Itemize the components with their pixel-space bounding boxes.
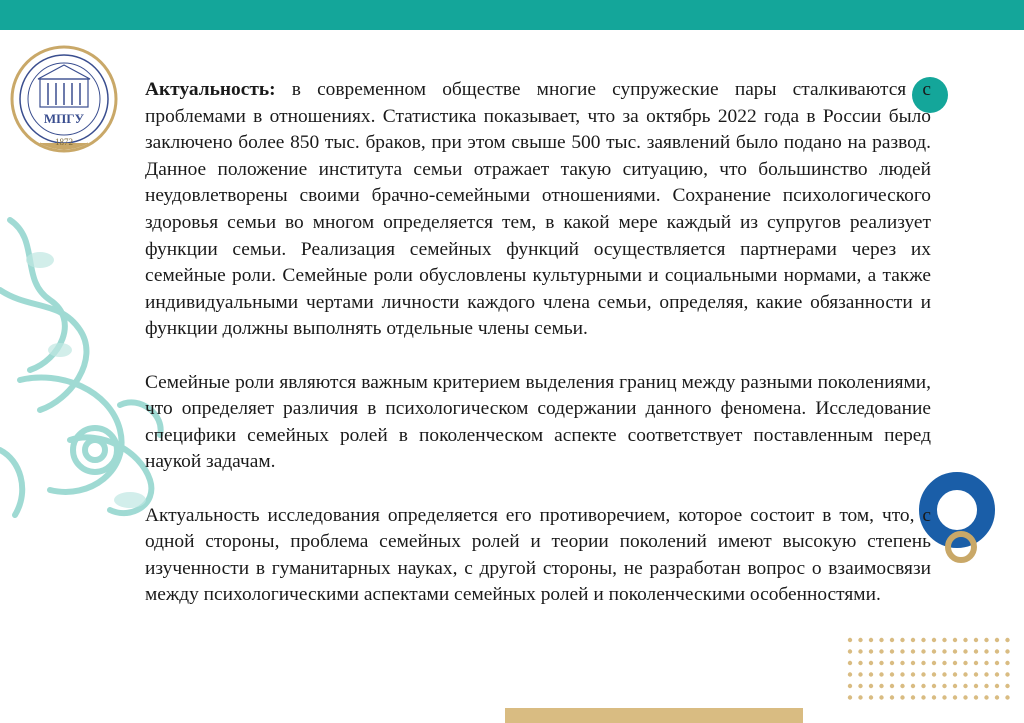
dot-grid-decoration: [846, 636, 1016, 702]
dot: [974, 695, 978, 699]
dot: [869, 684, 873, 688]
dot: [984, 649, 988, 653]
dot: [921, 661, 925, 665]
dot: [1005, 695, 1009, 699]
dot: [890, 638, 894, 642]
top-accent-bar: [0, 0, 1024, 30]
dot: [942, 684, 946, 688]
dot: [858, 661, 862, 665]
dot: [848, 661, 852, 665]
dot: [932, 661, 936, 665]
dot: [942, 638, 946, 642]
dot: [848, 672, 852, 676]
dot: [890, 649, 894, 653]
dot: [911, 684, 915, 688]
dot: [890, 684, 894, 688]
dot: [974, 672, 978, 676]
dot: [921, 638, 925, 642]
dot: [921, 684, 925, 688]
dot: [995, 684, 999, 688]
dot: [858, 638, 862, 642]
dot: [869, 661, 873, 665]
dot: [995, 638, 999, 642]
dot: [995, 649, 999, 653]
text-content: [145, 77, 931, 635]
dot: [869, 672, 873, 676]
logo-abbreviation: МПГУ: [43, 111, 85, 126]
dot: [953, 649, 957, 653]
dot: [858, 649, 862, 653]
paragraph-relevance: [145, 77, 931, 343]
dot: [963, 672, 967, 676]
dot: [879, 672, 883, 676]
dot: [1005, 672, 1009, 676]
dot: [953, 695, 957, 699]
dot: [900, 661, 904, 665]
dot: [890, 672, 894, 676]
bottom-accent-bar: [505, 708, 803, 723]
dot: [911, 649, 915, 653]
dot: [932, 684, 936, 688]
dot: [984, 672, 988, 676]
dot: [900, 638, 904, 642]
dot: [858, 684, 862, 688]
dot: [858, 695, 862, 699]
dot: [858, 672, 862, 676]
dot: [932, 695, 936, 699]
dot: [963, 649, 967, 653]
logo-year: 1872: [55, 137, 73, 147]
gold-ring-decoration: [945, 531, 977, 563]
dot: [921, 649, 925, 653]
dot: [1005, 661, 1009, 665]
dot: [974, 661, 978, 665]
dot: [953, 661, 957, 665]
dot: [984, 638, 988, 642]
dot: [879, 684, 883, 688]
dot: [963, 684, 967, 688]
dot: [848, 684, 852, 688]
dot: [1005, 638, 1009, 642]
dot: [890, 661, 894, 665]
paragraph-1-text: в современном обществе многие супружеские пары сталкиваются с проблемами в отношениях. Статистика показывает, что за октябрь 2022 года в России было заключено более 850 тыс. браков, при этом свыше 500 тыс. заявлений было подано на развод. Данное положение института семьи отражает такую ситуацию, что большинство людей неудовлетворены своими брачно-семейными отношениями. Сохранение психологического здоровья семьи во многом определяется тем, в какой мере каждый из супругов реализует функции семьи. Реализация семейных функций осуществляется партнерами через их семейные роли. Семейные роли обусловлены культурными и социальными нормами, а также индивидуальными чертами личности каждого члена семьи, определяя, какие обязанности и функции должны выполнять отдельные члены семьи.: [145, 79, 931, 340]
dot: [911, 661, 915, 665]
dot: [953, 672, 957, 676]
dot: [963, 638, 967, 642]
dot: [900, 684, 904, 688]
dot: [879, 695, 883, 699]
dot: [974, 638, 978, 642]
dot: [984, 695, 988, 699]
dot: [995, 661, 999, 665]
dot: [869, 649, 873, 653]
dot: [869, 638, 873, 642]
dot: [879, 661, 883, 665]
dot: [942, 695, 946, 699]
dot: [1005, 649, 1009, 653]
dot: [911, 672, 915, 676]
dot: [900, 672, 904, 676]
dot: [900, 649, 904, 653]
dot: [848, 695, 852, 699]
dot: [984, 661, 988, 665]
relevance-heading: Актуальность:: [145, 79, 276, 100]
paragraph-family-roles: Семейные роли являются важным критерием выделения границ между разными поколениями, что определяет различия в психологическом содержании данного феномена. Исследование специфики семейных ролей в поколенческом аспекте соответствует поставленным перед наукой задачам.: [145, 371, 931, 473]
dot: [963, 661, 967, 665]
dot: [890, 695, 894, 699]
dot: [900, 695, 904, 699]
dot: [995, 695, 999, 699]
dot: [921, 695, 925, 699]
dot: [932, 638, 936, 642]
dot: [932, 672, 936, 676]
dot: [953, 684, 957, 688]
dot: [932, 649, 936, 653]
dot: [963, 695, 967, 699]
dot: [942, 649, 946, 653]
dot: [879, 638, 883, 642]
dot: [995, 672, 999, 676]
dot: [848, 649, 852, 653]
dot: [974, 649, 978, 653]
dot: [942, 672, 946, 676]
university-logo: [10, 45, 118, 153]
dot: [879, 649, 883, 653]
dot: [984, 684, 988, 688]
dot: [974, 684, 978, 688]
dot: [953, 638, 957, 642]
dot: [921, 672, 925, 676]
dot: [848, 638, 852, 642]
dot: [911, 695, 915, 699]
dot: [911, 638, 915, 642]
dot: [869, 695, 873, 699]
paragraph-contradiction: Актуальность исследования определяется его противоречием, которое состоит в том, что, с одной стороны, проблема семейных ролей и теории поколений имеют высокую степень изученности в гуманитарных науках, с другой стороны, не разработан вопрос о взаимосвязи между психологическими аспектами семейных ролей и поколенческими особенностями.: [145, 504, 931, 606]
dot: [942, 661, 946, 665]
dot: [1005, 684, 1009, 688]
